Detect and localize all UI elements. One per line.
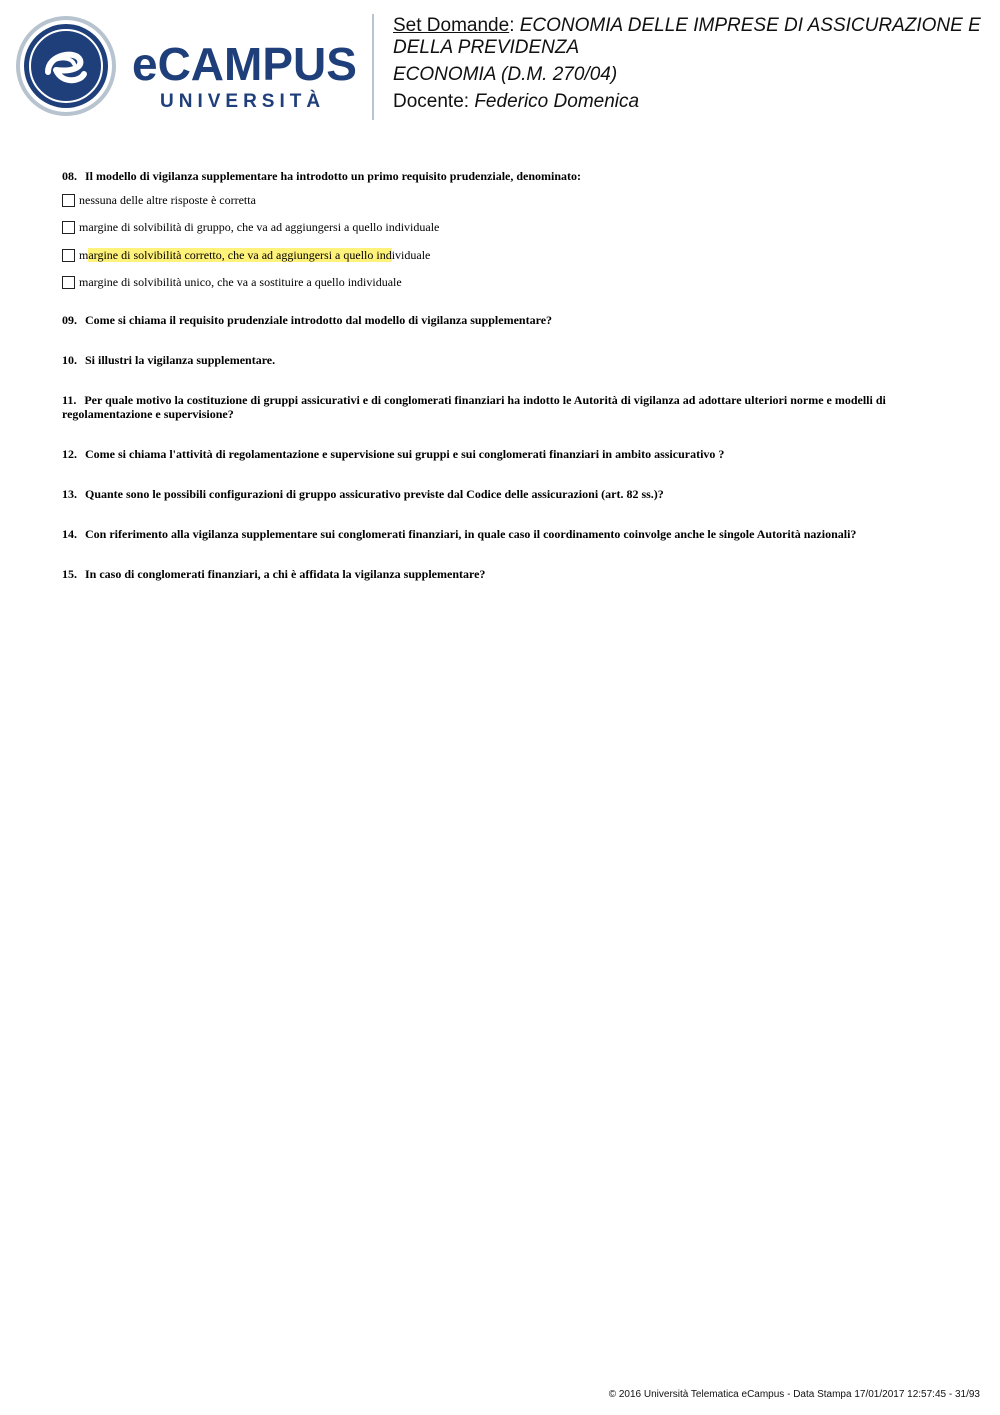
question-08: 08. Il modello di vigilanza supplementare ha introdotto un primo requisito prudenziale, denominato:	[62, 169, 582, 183]
set-title-line1: Set Domande: ECONOMIA DELLE IMPRESE DI ASSICURAZIONE E	[393, 15, 981, 36]
set-title: ECONOMIA DELLE IMPRESE DI ASSICURAZIONE E	[519, 15, 981, 36]
set-title-line2: DELLA PREVIDENZA	[393, 37, 580, 58]
option-label: margine di solvibilità unico, che va a sostituire a quello individuale	[79, 275, 402, 289]
document-header	[393, 15, 993, 113]
answer-option-4[interactable]	[62, 275, 942, 291]
set-label: Set Domande	[393, 15, 510, 36]
checkbox[interactable]	[62, 221, 75, 234]
option-label: margine di solvibilità di gruppo, che va ad aggiungersi a quello individuale	[79, 220, 440, 234]
question-11: 11. Per quale motivo la costituzione di gruppi assicurativi e di conglomerati finanziari ha indotto le Autorità di vigilanza ad adottare ulteriori norme e modelli di regolamentazione e supervisione?	[62, 392, 886, 421]
question-12: 12. Come si chiama l'attività di regolamentazione e supervisione sui gruppi e sui conglomerati finanziari in ambito assicurativo ?	[62, 446, 725, 461]
docente-line	[393, 91, 993, 113]
question-list	[62, 169, 942, 607]
checkbox[interactable]	[62, 194, 75, 207]
page-footer: © 2016 Università Telematica eCampus - Data Stampa 17/01/2017 12:57:45 - 31/93	[608, 1389, 980, 1400]
text-highlight: argine di solvibilità corretto, che va ad aggiungersi a quello ind	[88, 247, 392, 262]
ecampus-seal-logo	[14, 14, 118, 118]
answer-options	[62, 192, 942, 291]
question-10: 10. Si illustri la vigilanza supplementare.	[62, 352, 276, 367]
question-13: 13. Quante sono le possibili configurazioni di gruppo assicurativo previste dal Codice delle assicurazioni (art. 82 ss.)?	[62, 486, 664, 501]
option-label-highlighted: margine di solvibilità corretto, che va ad aggiungersi a quello individuale	[79, 247, 431, 262]
option-label: nessuna delle altre risposte è corretta	[79, 192, 256, 207]
svg-text:UNIVERSITÀ: UNIVERSITÀ	[160, 91, 326, 112]
docente-name: Federico Domenica	[474, 91, 640, 112]
answer-option-1[interactable]	[62, 192, 942, 208]
course-name: ECONOMIA (D.M. 270/04)	[393, 64, 618, 85]
checkbox[interactable]	[62, 249, 75, 262]
question-14: 14. Con riferimento alla vigilanza supplementare sui conglomerati finanziari, in quale caso il coordinamento coinvolge anche le singole Autorità nazionali?	[62, 526, 857, 541]
docente-label: Docente:	[393, 91, 470, 112]
answer-option-2[interactable]	[62, 220, 942, 236]
answer-option-3[interactable]	[62, 247, 942, 263]
question-09: 09. Come si chiama il requisito prudenziale introdotto dal modello di vigilanza supplementare?	[62, 312, 553, 327]
svg-text:eCAMPUS: eCAMPUS	[132, 38, 357, 90]
ecampus-wordmark	[132, 38, 360, 114]
question-15: 15. In caso di conglomerati finanziari, a chi è affidata la vigilanza supplementare?	[62, 566, 486, 581]
header-divider	[372, 14, 374, 120]
checkbox[interactable]	[62, 276, 75, 289]
